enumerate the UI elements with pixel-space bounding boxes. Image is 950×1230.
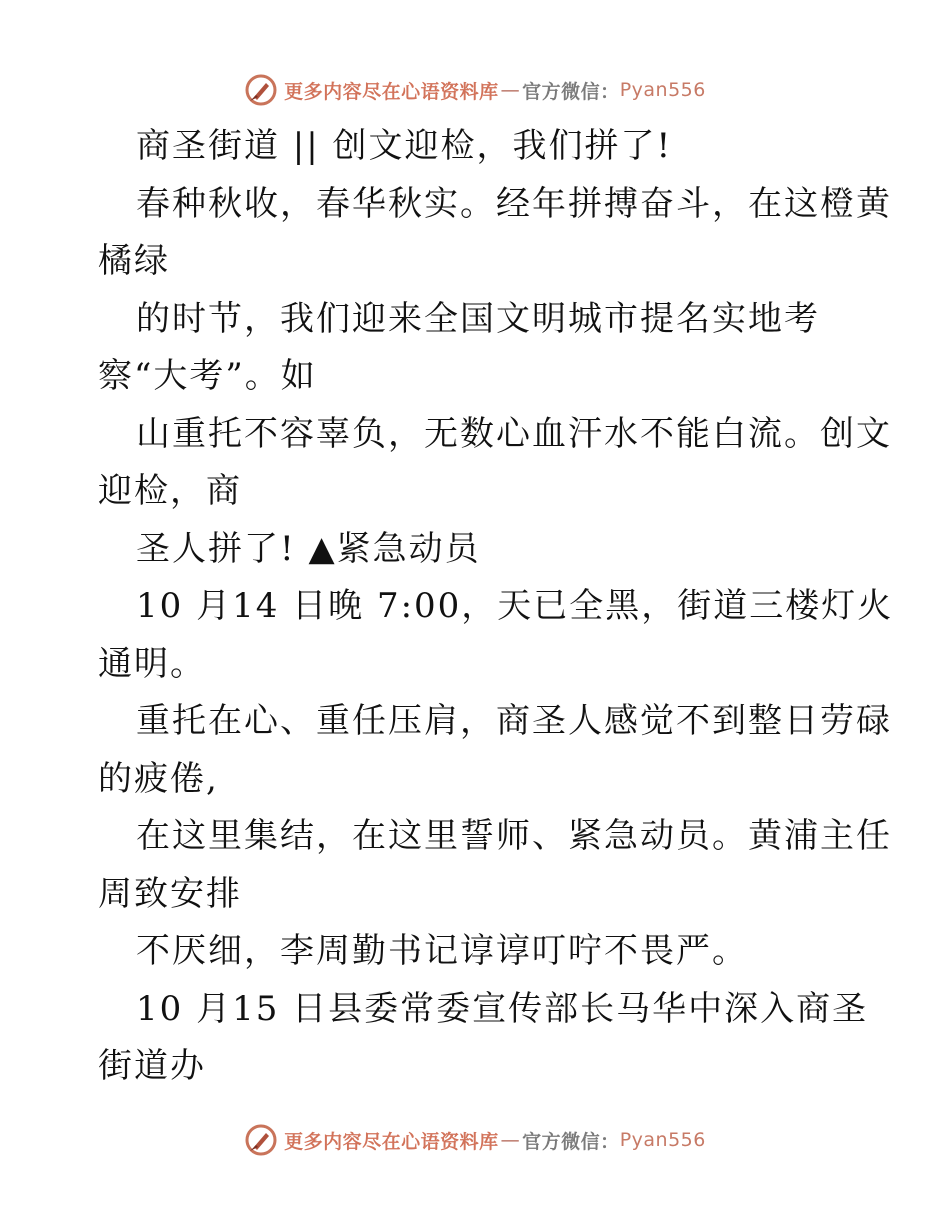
- paragraph-line: 春种秋收，春华秋实。经年拼搏奋斗，在这橙黄: [136, 183, 892, 224]
- watermark-wechat-id: Pyan556: [619, 1129, 706, 1151]
- paragraph-line: 10 月14 日晚 7:00，天已全黑，街道三楼灯火: [136, 586, 894, 626]
- watermark-text: 更多内容尽在心语资料库: [284, 1130, 499, 1153]
- watermark-text: 更多内容尽在心语资料库: [284, 80, 499, 103]
- pen-logo-icon: [244, 1123, 278, 1157]
- paragraph-line: 重托在心、重任压肩，商圣人感觉不到整日劳碌: [136, 701, 892, 741]
- paragraph-line: 的疲倦,: [98, 758, 219, 799]
- paragraph-line: 橘绿: [98, 241, 170, 281]
- paragraph-line: 10 月15 日县委常委宣传部长马华中深入商圣: [136, 988, 869, 1029]
- paragraph-line: 在这里集结，在这里誓师、紧急动员。黄浦主任: [136, 816, 892, 856]
- paragraph-line: 周致安排: [98, 873, 242, 914]
- watermark-wechat-label: 官方微信：: [522, 1130, 620, 1153]
- paragraph-line: 察“大考”。如: [98, 356, 317, 396]
- paragraph-line: 街道办: [98, 1046, 206, 1086]
- pen-logo-icon: [244, 73, 278, 107]
- footer-watermark: [0, 1120, 950, 1160]
- paragraph-line: 通明。: [98, 643, 206, 684]
- watermark-dash: —: [500, 79, 521, 101]
- paragraph-line: 迎检，商: [98, 471, 242, 511]
- paragraph-line: 圣人拼了! ▲紧急动员: [136, 528, 481, 569]
- watermark-dash: —: [500, 1129, 521, 1151]
- paragraph-line: 不厌细，李周勤书记谆谆叮咛不畏严。: [136, 931, 748, 971]
- document-body: [98, 118, 894, 1096]
- paragraph-line: 商圣街道 || 创文迎检，我们拼了!: [136, 126, 673, 166]
- header-watermark: [0, 70, 950, 110]
- paragraph-line: 山重托不容辜负，无数心血汗水不能白流。创文: [136, 413, 892, 454]
- watermark-wechat-label: 官方微信：: [522, 80, 620, 103]
- paragraph-line: 的时节，我们迎来全国文明城市提名实地考: [136, 298, 820, 339]
- watermark-wechat-id: Pyan556: [619, 79, 706, 101]
